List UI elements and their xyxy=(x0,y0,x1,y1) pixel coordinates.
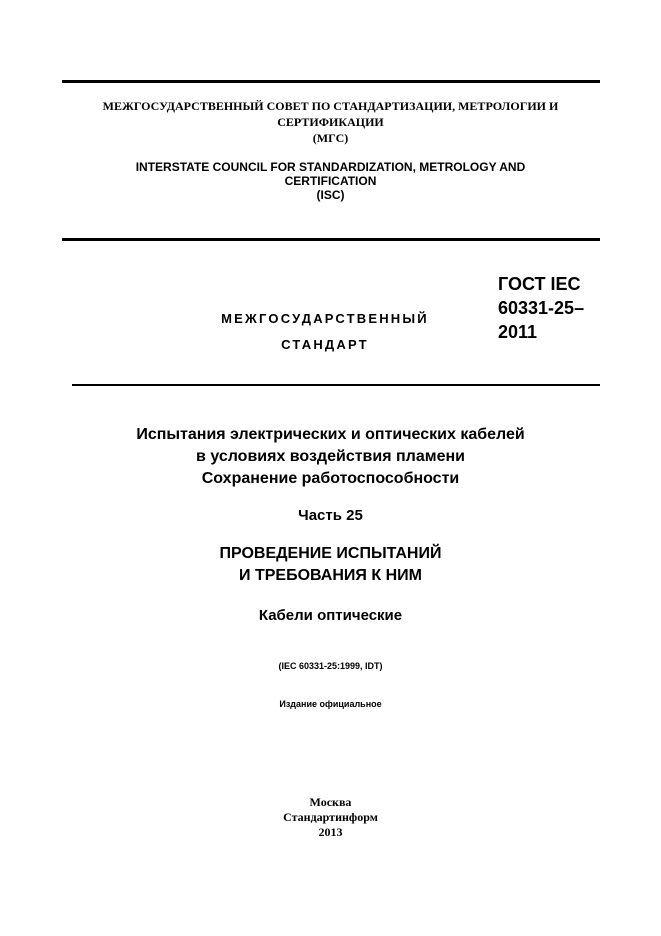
middle-divider xyxy=(62,238,600,241)
imprint-year: 2013 xyxy=(318,825,343,839)
standard-code xyxy=(498,272,608,344)
part-number: Часть 25 xyxy=(298,507,363,524)
council-name-en xyxy=(90,160,571,202)
council-ru-abbr: (МГС) xyxy=(312,131,349,145)
title-line3: Сохранение работоспособности xyxy=(201,470,460,487)
lower-divider xyxy=(72,384,600,386)
subtitle-line2: И ТРЕБОВАНИЯ К НИМ xyxy=(239,567,422,584)
imprint-publisher: Стандартинформ xyxy=(283,810,378,824)
council-name-ru xyxy=(70,98,591,146)
standard-code-line1: ГОСТ IEC xyxy=(498,274,581,294)
subtitle-line1: ПРОВЕДЕНИЕ ИСПЫТАНИЙ xyxy=(219,545,442,562)
imprint-city: Москва xyxy=(309,795,352,809)
iec-reference: (IEC 60331-25:1999, IDT) xyxy=(278,661,383,671)
council-ru-line2: СЕРТИФИКАЦИИ xyxy=(277,115,384,129)
standard-label xyxy=(205,306,445,358)
standard-label-line2: СТАНДАРТ xyxy=(281,337,369,352)
council-en-abbr: (ISC) xyxy=(316,188,345,202)
council-en-line1: INTERSTATE COUNCIL FOR STANDARDIZATION, METROLOGY AND xyxy=(135,160,526,174)
cable-type: Кабели оптические xyxy=(258,607,403,624)
title-line1: Испытания электрических и оптических кабелей xyxy=(136,426,525,443)
standard-code-line2: 60331-25– xyxy=(498,298,585,318)
council-en-line2: CERTIFICATION xyxy=(284,174,377,188)
top-divider xyxy=(62,80,600,83)
document-subtitle xyxy=(0,543,661,587)
standard-label-line1: МЕЖГОСУДАРСТВЕННЫЙ xyxy=(221,311,429,326)
title-line2: в условиях воздействия пламени xyxy=(196,448,465,465)
edition-note: Издание официальное xyxy=(279,699,382,709)
standard-code-line3: 2011 xyxy=(498,322,538,342)
council-ru-line1: МЕЖГОСУДАРСТВЕННЫЙ СОВЕТ ПО СТАНДАРТИЗАЦИИ, МЕТРОЛОГИИ И xyxy=(102,99,559,113)
document-title xyxy=(0,424,661,490)
imprint xyxy=(0,795,661,840)
